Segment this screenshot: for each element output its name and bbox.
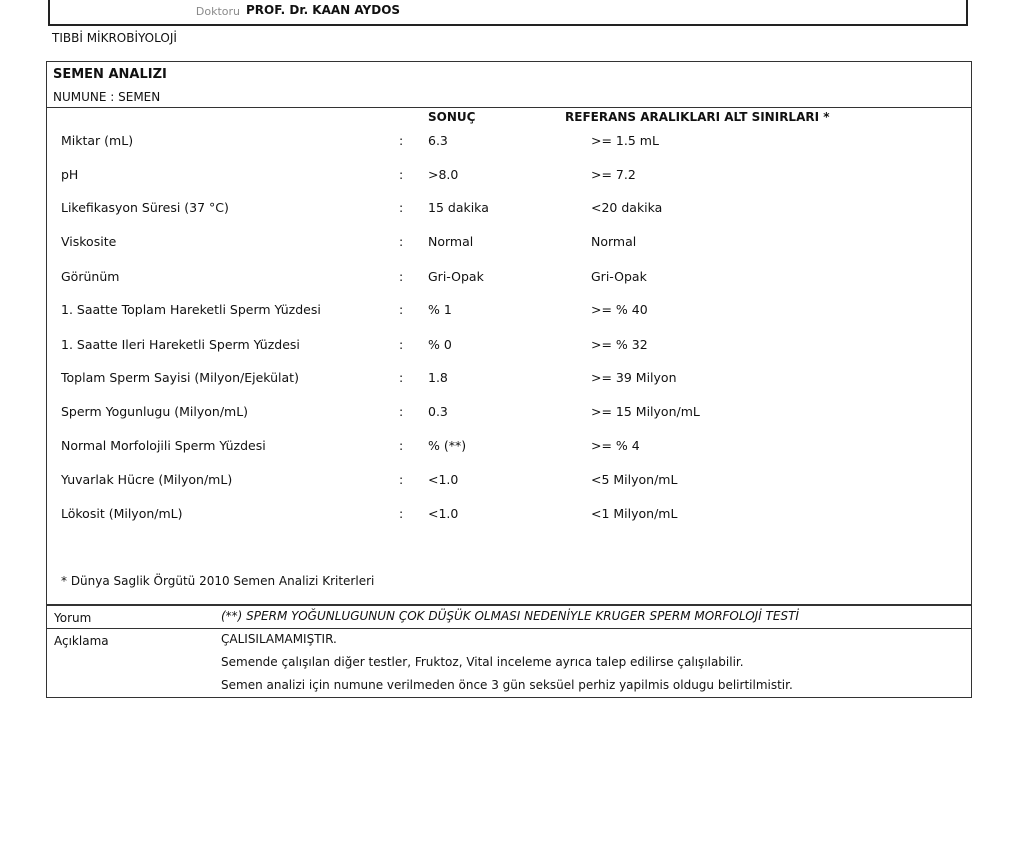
aciklama-line: Semende çalışılan diğer testler, Fruktoz, Vital inceleme ayrıca talep edilirse çalışılabilir. (221, 655, 744, 669)
separator: : (399, 438, 404, 453)
semen-analysis-report (46, 61, 972, 605)
parameter-name: Yuvarlak Hücre (Milyon/mL) (61, 472, 233, 487)
result-value: >8.0 (428, 167, 459, 182)
separator: : (399, 302, 404, 317)
table-row (47, 133, 971, 153)
parameter-name: pH (61, 167, 79, 182)
separator: : (399, 133, 404, 148)
parameter-name: Miktar (mL) (61, 133, 134, 148)
report-divider (47, 107, 971, 108)
reference-value: Gri-Opak (591, 269, 647, 284)
table-row (47, 167, 971, 187)
comments-box (46, 605, 972, 698)
parameter-name: 1. Saatte Toplam Hareketli Sperm Yüzdesi (61, 302, 321, 317)
parameter-name: Görünüm (61, 269, 120, 284)
criteria-footnote: * Dünya Saglik Örgütü 2010 Semen Analizi Kriterleri (61, 574, 375, 588)
table-row (47, 370, 971, 390)
parameter-name: Normal Morfolojili Sperm Yüzdesi (61, 438, 266, 453)
parameter-name: Likefikasyon Süresi (37 °C) (61, 200, 229, 215)
result-value: % 0 (428, 337, 452, 352)
separator: : (399, 370, 404, 385)
result-value: % (**) (428, 438, 467, 453)
department-label: TIBBİ MİKROBİYOLOJİ (52, 31, 177, 45)
reference-value: >= 1.5 mL (591, 133, 659, 148)
result-value: <1.0 (428, 506, 459, 521)
separator: : (399, 234, 404, 249)
separator: : (399, 472, 404, 487)
result-value: Normal (428, 234, 474, 249)
doktoru-label: Doktoru (195, 5, 240, 18)
result-value: <1.0 (428, 472, 459, 487)
separator: : (399, 269, 404, 284)
table-row (47, 269, 971, 289)
reference-value: >= % 4 (591, 438, 640, 453)
aciklama-line: ÇALISILAMAMIŞTIR. (221, 632, 337, 646)
reference-value: >= % 40 (591, 302, 648, 317)
aciklama-line: Semen analizi için numune verilmeden önce 3 gün seksüel perhiz yapilmis oldugu belirtilmistir. (221, 678, 793, 692)
parameter-name: Toplam Sperm Sayisi (Milyon/Ejekülat) (61, 370, 299, 385)
doktoru-value: PROF. Dr. KAAN AYDOS (246, 3, 401, 17)
reference-value: <20 dakika (591, 200, 663, 215)
parameter-name: 1. Saatte Ileri Hareketli Sperm Yüzdesi (61, 337, 300, 352)
result-column-header: SONUÇ (428, 110, 476, 124)
table-row (47, 302, 971, 322)
reference-value: >= 15 Milyon/mL (591, 404, 700, 419)
table-row (47, 234, 971, 254)
table-row (47, 337, 971, 357)
result-value: 1.8 (428, 370, 448, 385)
patient-header-box (48, 0, 968, 26)
separator: : (399, 337, 404, 352)
result-value: 6.3 (428, 133, 448, 148)
reference-value: Normal (591, 234, 637, 249)
yorum-label: Yorum (54, 611, 92, 625)
separator: : (399, 200, 404, 215)
comments-divider (47, 628, 971, 629)
report-title: SEMEN ANALIZI (53, 67, 167, 82)
table-row (47, 506, 971, 526)
aciklama-label: Açıklama (54, 634, 109, 648)
table-row (47, 472, 971, 492)
yorum-text: (**) SPERM YOĞUNLUGUNUN ÇOK DÜŞÜK OLMASI NEDENİYLE KRUGER SPERM MORFOLOJİ TESTİ (221, 609, 799, 623)
sample-type: NUMUNE : SEMEN (53, 90, 161, 104)
separator: : (399, 167, 404, 182)
reference-value: >= 39 Milyon (591, 370, 677, 385)
table-row (47, 438, 971, 458)
parameter-name: Sperm Yogunlugu (Milyon/mL) (61, 404, 249, 419)
result-value: % 1 (428, 302, 452, 317)
result-value: 15 dakika (428, 200, 489, 215)
reference-value: >= 7.2 (591, 167, 636, 182)
result-value: 0.3 (428, 404, 448, 419)
table-row (47, 200, 971, 220)
separator: : (399, 404, 404, 419)
reference-column-header: REFERANS ARALIKLARI ALT SINIRLARI * (565, 110, 830, 124)
reference-value: <1 Milyon/mL (591, 506, 678, 521)
reference-value: >= % 32 (591, 337, 648, 352)
table-row (47, 404, 971, 424)
parameter-name: Lökosit (Milyon/mL) (61, 506, 183, 521)
separator: : (399, 506, 404, 521)
parameter-name: Viskosite (61, 234, 117, 249)
reference-value: <5 Milyon/mL (591, 472, 678, 487)
result-value: Gri-Opak (428, 269, 484, 284)
